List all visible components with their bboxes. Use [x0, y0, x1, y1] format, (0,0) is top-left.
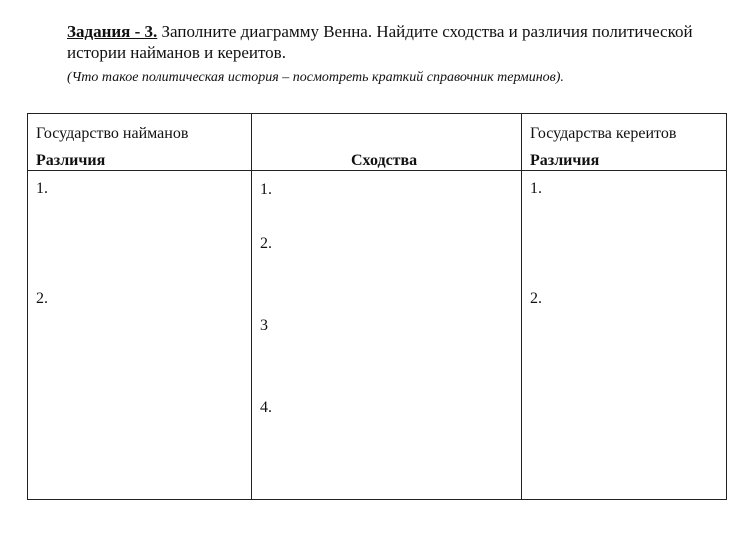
task-instruction — [67, 21, 732, 63]
right-column-subtitle: Различия — [530, 152, 600, 169]
middle-item-1: 1. — [260, 181, 272, 198]
left-item-1: 1. — [36, 180, 48, 197]
column-divider-right — [521, 114, 522, 499]
right-column-title: Государства кереитов — [530, 125, 677, 142]
middle-item-4: 4. — [260, 399, 272, 416]
task-text: Заполните диаграмму Венна. Найдите сходства и различия политической истории найманов и кереитов. — [67, 22, 693, 62]
venn-table — [27, 113, 727, 500]
middle-column-subtitle: Сходства — [351, 152, 418, 169]
hint-text: (Что такое политическая история – посмотреть краткий справочник терминов). — [67, 70, 564, 85]
column-divider-left — [251, 114, 252, 499]
middle-item-2: 2. — [260, 235, 272, 252]
header-divider — [28, 170, 726, 171]
right-item-2: 2. — [530, 290, 542, 307]
left-column-subtitle: Различия — [36, 152, 106, 169]
task-label: Задания - 3. — [67, 22, 158, 41]
left-column-title: Государство найманов — [36, 125, 189, 142]
right-item-1: 1. — [530, 180, 542, 197]
middle-item-3: 3 — [260, 317, 268, 334]
left-item-2: 2. — [36, 290, 48, 307]
